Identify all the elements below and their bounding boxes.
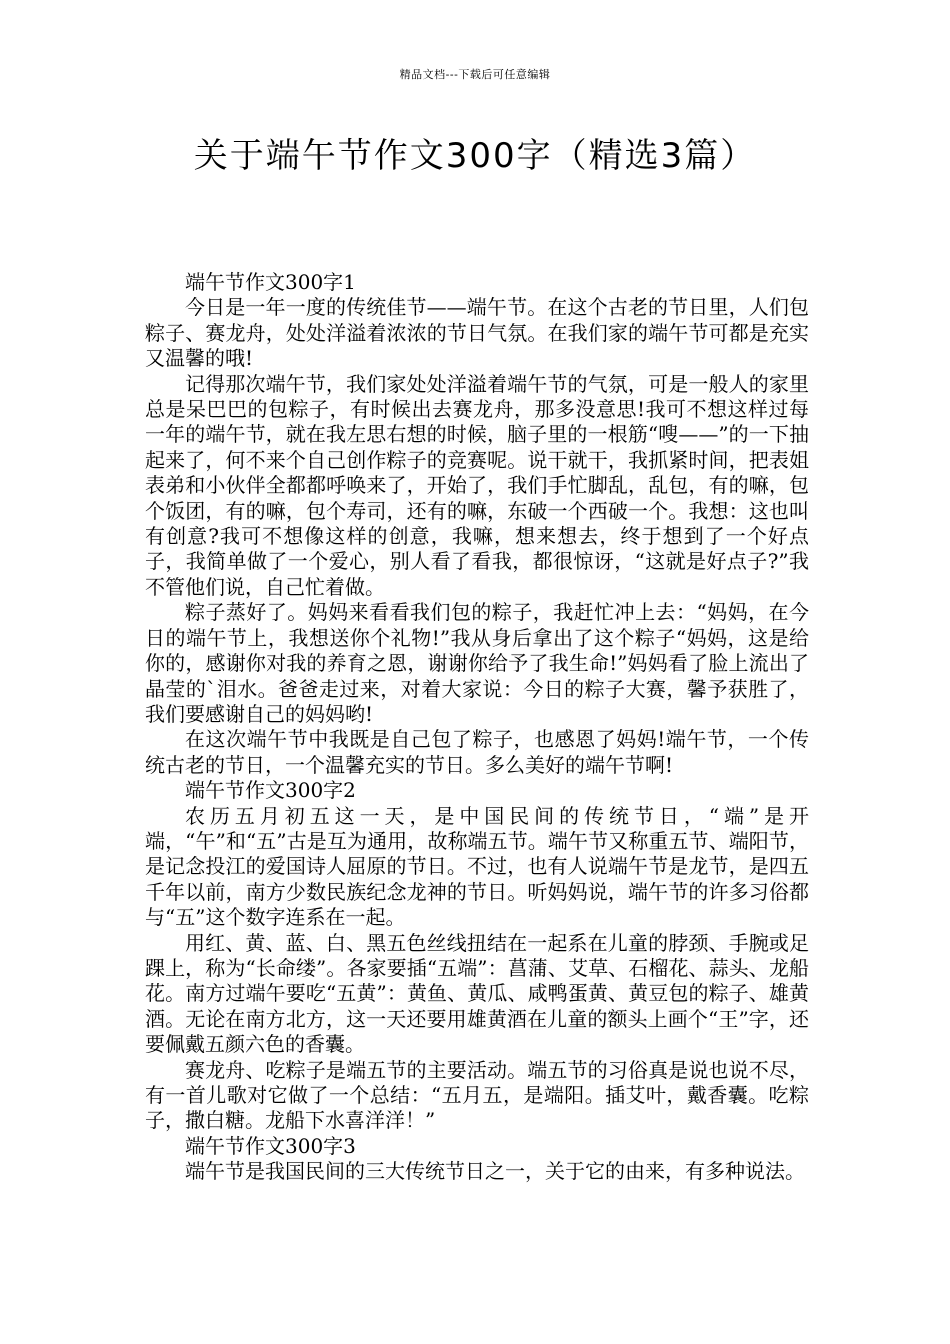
- paragraph: 赛龙舟、吃粽子是端五节的主要活动。端五节的习俗真是说也说不尽，有一首儿歌对它做了一个总结：“五月五，是端阳。插艾叶，戴香囊。吃粽子，撒白糖。龙船下水喜洋洋！”: [145, 1057, 809, 1133]
- section-heading-1: 端午节作文300字1: [185, 270, 356, 294]
- paragraph: 端午节是我国民间的三大传统节日之一，关于它的由来，有多种说法。: [185, 1159, 805, 1184]
- document-body: [145, 270, 809, 1185]
- paragraph: 粽子蒸好了。妈妈来看看我们包的粽子，我赶忙冲上去：“妈妈，在今日的端午节上，我想送你个礼物!”我从身后拿出了这个粽子“妈妈，这是给你的，感谢你对我的养育之恩，谢谢你给予了我生命!”妈妈看了脸上流出了晶莹的`泪水。爸爸走过来，对着大家说：今日的粽子大赛，馨予获胜了，我们要感谢自己的妈妈哟!: [145, 600, 809, 726]
- document-title: 关于端午节作文300字（精选3篇）: [193, 136, 757, 176]
- section-heading-3: 端午节作文300字3: [185, 1133, 356, 1158]
- section-heading-2: 端午节作文300字2: [185, 778, 356, 803]
- paragraph: 在这次端午节中我既是自己包了粽子，也感恩了妈妈!端午节，一个传统古老的节日，一个温馨充实的节日。多么美好的端午节啊!: [145, 727, 809, 777]
- paragraph: 农历五月初五这一天，是中国民间的传统节日，“端”是开端，“午”和“五”古是互为通用，故称端五节。端午节又称重五节、端阳节，是记念投江的爱国诗人屈原的节日。不过，也有人说端午节是龙节，是四五千年以前，南方少数民族纪念龙神的节日。听妈妈说，端午节的许多习俗都与“五”这个数字连系在一起。: [145, 803, 809, 930]
- paragraph: 记得那次端午节，我们家处处洋溢着端午节的气氛，可是一般人的家里总是呆巴巴的包粽子，有时候出去赛龙舟，那多没意思!我可不想这样过每一年的端午节，就在我左思右想的时候，脑子里的一根筋“嗖——”的一下抽起来了，何不来个自己创作粽子的竞赛呢。说干就干，我抓紧时间，把表姐表弟和小伙伴全都都呼唤来了，开始了，我们手忙脚乱，乱包，有的嘛，包个饭团，有的嘛，包个寿司，还有的嘛，东破一个西破一个。我想：这也叫有创意?我可不想像这样的创意，我嘛，想来想去，终于想到了一个好点子，我简单做了一个爱心，别人看了看我，都很惊讶，“这就是好点子?”我不管他们说，自己忙着做。: [145, 371, 809, 599]
- paragraph: 用红、黄、蓝、白、黑五色丝线扭结在一起系在儿童的脖颈、手腕或足踝上，称为“长命缕”。各家要插“五端”：菖蒲、艾草、石榴花、蒜头、龙船花。南方过端午要吃“五黄”：黄鱼、黄瓜、咸鸭蛋黄、黄豆包的粽子、雄黄酒。无论在南方北方，这一天还要用雄黄酒在儿童的额头上画个“王”字，还要佩戴五颜六色的香囊。: [145, 930, 809, 1057]
- paragraph: 今日是一年一度的传统佳节——端午节。在这个古老的节日里，人们包粽子、赛龙舟，处处洋溢着浓浓的节日气氛。在我们家的端午节可都是充实又温馨的哦!: [145, 295, 809, 371]
- header-note: 精品文档---下载后可任意编辑: [399, 68, 551, 81]
